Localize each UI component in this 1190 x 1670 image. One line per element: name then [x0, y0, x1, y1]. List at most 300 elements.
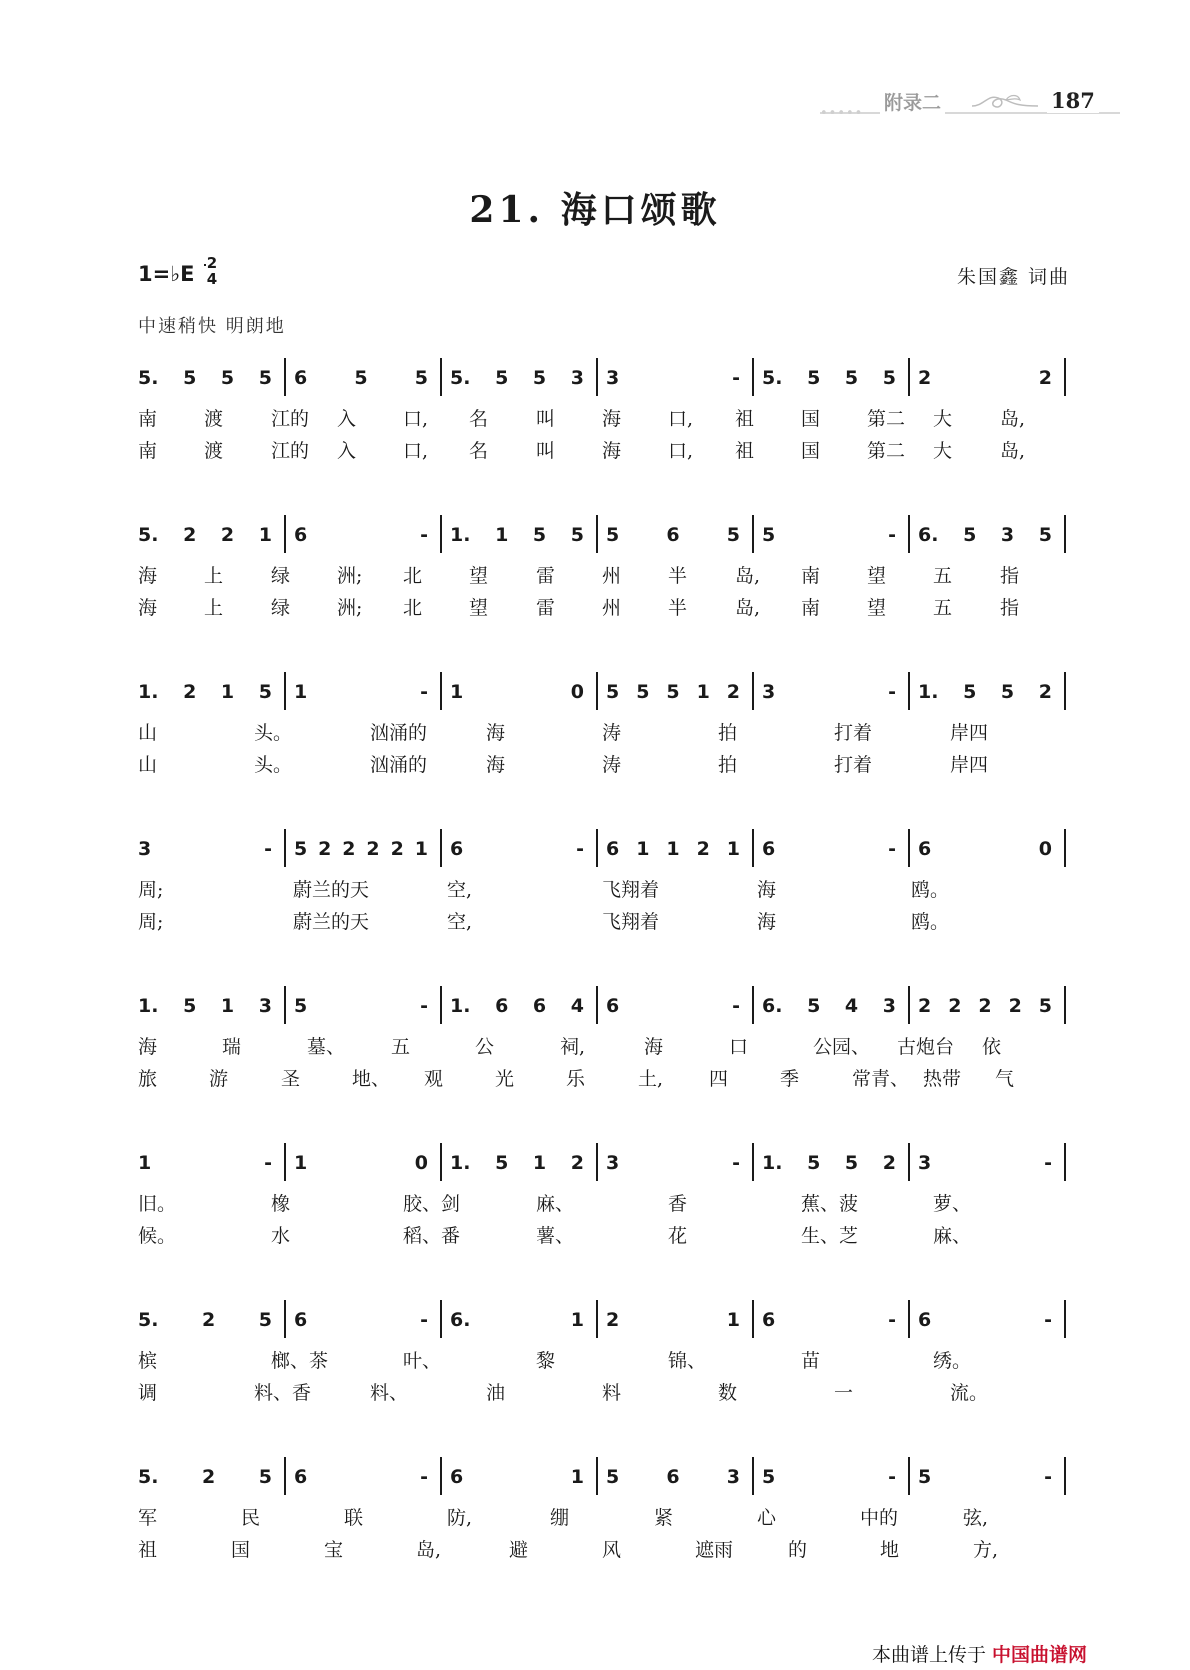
note: 6.: [918, 524, 939, 546]
lyric-word: 岛,: [416, 1539, 442, 1561]
lyric-word: 蔚兰的天: [293, 911, 370, 933]
note: 2: [183, 524, 197, 546]
lyric-word: 南: [801, 597, 821, 619]
lyric-word: 乐: [566, 1068, 586, 1090]
note: 2: [1008, 995, 1022, 1017]
note: 5: [807, 1152, 821, 1174]
note: -: [888, 1309, 896, 1331]
score-row: [138, 821, 1078, 978]
lyric-line-2: [138, 436, 1078, 466]
note: 5.: [138, 1309, 159, 1331]
note: 6: [666, 1466, 680, 1488]
lyric-word: 拍: [718, 722, 738, 744]
lyric-word: 五: [391, 1036, 411, 1058]
note: 6: [666, 524, 680, 546]
lyric-line-2: [138, 1535, 1078, 1565]
measure: [762, 1449, 918, 1503]
note: 5.: [138, 367, 159, 389]
note: 6: [918, 1309, 932, 1331]
note: 6: [762, 1309, 776, 1331]
barline: [284, 515, 286, 553]
note: 5: [918, 1466, 932, 1488]
note: -: [420, 524, 428, 546]
note: 2: [918, 367, 932, 389]
note: 6.: [762, 995, 783, 1017]
note: 2: [342, 838, 356, 860]
note: 5: [532, 367, 547, 389]
barline: [440, 986, 442, 1024]
note: 1.: [450, 995, 471, 1017]
lyric-word: 岛,: [1000, 440, 1026, 462]
watermark: [872, 1640, 1087, 1667]
note: -: [1044, 1466, 1052, 1488]
note: 6: [762, 838, 776, 860]
note: 1: [666, 838, 680, 860]
note: 5: [844, 1152, 859, 1174]
lyric-word: 麻、: [933, 1225, 972, 1247]
lyric-word: 料、: [370, 1382, 409, 1404]
lyric-line-1: [138, 1189, 1078, 1219]
watermark-text: 本曲谱上传于: [872, 1644, 987, 1666]
lyric-word: 国: [801, 408, 821, 430]
note: 3: [606, 367, 620, 389]
lyric-word: 瑞: [222, 1036, 242, 1058]
measure: [138, 978, 294, 1032]
lyric-word: 季: [780, 1068, 800, 1090]
barline: [596, 515, 598, 553]
measure: [294, 664, 450, 718]
measure: [450, 978, 606, 1032]
measure: [918, 1135, 1074, 1189]
barline: [1064, 358, 1066, 396]
note: 6: [918, 838, 932, 860]
lyric-word: 四: [709, 1068, 729, 1090]
note: 5: [495, 367, 509, 389]
measure: [918, 1292, 1074, 1346]
measure: [294, 821, 450, 875]
lyric-word: 国: [801, 440, 821, 462]
note: 5: [762, 1466, 776, 1488]
note: -: [420, 1466, 428, 1488]
barline: [1064, 515, 1066, 553]
lyric-word: 口,: [668, 440, 694, 462]
note: 5: [606, 1466, 620, 1488]
lyric-word: 州: [602, 565, 622, 587]
note: 5: [963, 524, 977, 546]
lyric-word: 橡: [271, 1193, 291, 1215]
note: 1: [450, 681, 464, 703]
note: 2: [201, 1466, 216, 1488]
lyric-word: 上: [204, 565, 224, 587]
lyric-word: 拍: [718, 754, 738, 776]
page-number: 187: [1047, 88, 1099, 113]
note: 1: [636, 838, 650, 860]
note: 5: [807, 995, 821, 1017]
lyric-word: 第二: [867, 440, 906, 462]
lyric-word: 流。: [950, 1382, 989, 1404]
measure: [294, 507, 450, 561]
measure: [294, 978, 450, 1032]
barline: [908, 358, 910, 396]
barline: [440, 1300, 442, 1338]
note: 6: [495, 995, 509, 1017]
barline: [440, 1143, 442, 1181]
note: 5: [183, 995, 197, 1017]
barline: [440, 515, 442, 553]
note: 6: [532, 995, 547, 1017]
measure: [762, 507, 918, 561]
lyric-word: 避: [509, 1539, 529, 1561]
measure: [450, 1449, 606, 1503]
note: 2: [183, 681, 197, 703]
measure: [918, 507, 1074, 561]
lyric-word: 第二: [867, 408, 906, 430]
note: 1: [294, 1152, 308, 1174]
lyric-word: 岛,: [1000, 408, 1026, 430]
measure: [762, 1135, 918, 1189]
lyric-word: 联: [344, 1507, 364, 1529]
note: 5: [294, 838, 308, 860]
note: 2: [882, 1152, 896, 1174]
lyric-word: 望: [469, 565, 489, 587]
note: 5.: [138, 1466, 159, 1488]
barline: [752, 672, 754, 710]
lyric-word: 游: [209, 1068, 229, 1090]
note: 1.: [450, 1152, 471, 1174]
note: 5: [1000, 681, 1015, 703]
barline: [284, 829, 286, 867]
note: 1.: [918, 681, 939, 703]
lyric-word: 江的: [271, 440, 310, 462]
barline: [284, 1457, 286, 1495]
lyric-word: 大: [933, 408, 953, 430]
notes-line: [138, 1135, 1078, 1189]
note: 4: [570, 995, 584, 1017]
note: 2: [696, 838, 710, 860]
lyric-word: 指: [1000, 597, 1020, 619]
lyric-word: 弦,: [963, 1507, 989, 1529]
header-section-label: 附录二: [880, 88, 945, 115]
note: 2: [390, 838, 404, 860]
watermark-brand: 中国曲谱网: [992, 1644, 1088, 1666]
note: 2: [1038, 367, 1052, 389]
lyric-word: 岛,: [735, 565, 761, 587]
barline: [596, 1300, 598, 1338]
barline: [752, 1143, 754, 1181]
measure: [450, 664, 606, 718]
note: -: [1044, 1309, 1052, 1331]
note: 5: [414, 367, 428, 389]
lyric-word: 方,: [973, 1539, 999, 1561]
barline: [596, 986, 598, 1024]
note: 2: [570, 1152, 584, 1174]
notes-line: [138, 1292, 1078, 1346]
note: 5: [294, 995, 308, 1017]
lyric-word: 指: [1000, 565, 1020, 587]
lyric-word: 空,: [447, 911, 473, 933]
note: 1: [495, 524, 509, 546]
lyric-word: 望: [867, 597, 887, 619]
measure: [294, 1292, 450, 1346]
lyric-word: 军: [138, 1507, 158, 1529]
header-ornament-icon: [970, 90, 1040, 114]
note: 5.: [450, 367, 471, 389]
lyric-word: 雷: [536, 565, 556, 587]
lyric-word: 南: [138, 440, 158, 462]
note: 0: [414, 1152, 428, 1174]
lyric-word: 海: [757, 911, 777, 933]
barline: [284, 672, 286, 710]
note: 6: [606, 838, 620, 860]
score-row: [138, 978, 1078, 1135]
note: 5: [636, 681, 650, 703]
note: 1: [220, 995, 235, 1017]
lyric-word: 槟: [138, 1350, 158, 1372]
lyric-line-2: [138, 1378, 1078, 1408]
note: 3: [570, 367, 584, 389]
measure: [918, 1449, 1074, 1503]
barline: [908, 515, 910, 553]
lyric-word: 名: [469, 408, 489, 430]
lyric-word: 周;: [138, 879, 164, 901]
measure: [450, 507, 606, 561]
lyric-word: 绣。: [933, 1350, 972, 1372]
lyric-word: 萝、: [933, 1193, 972, 1215]
lyric-word: 口,: [668, 408, 694, 430]
lyric-word: 榔、茶: [271, 1350, 329, 1372]
note: 5: [495, 1152, 509, 1174]
lyric-word: 头。: [254, 754, 293, 776]
lyric-word: 打着: [834, 722, 873, 744]
lyric-word: 绷: [550, 1507, 570, 1529]
note: -: [888, 838, 896, 860]
lyric-line-2: [138, 1064, 1078, 1094]
note: 1.: [450, 524, 471, 546]
measure: [450, 1292, 606, 1346]
barline: [752, 986, 754, 1024]
lyric-word: 的: [788, 1539, 808, 1561]
lyric-word: 飞翔着: [602, 911, 660, 933]
lyric-word: 上: [204, 597, 224, 619]
note: 2: [366, 838, 380, 860]
note: -: [1044, 1152, 1052, 1174]
lyric-word: 海: [138, 597, 158, 619]
lyric-word: 国: [231, 1539, 251, 1561]
lyric-word: 水: [271, 1225, 291, 1247]
lyric-word: 蕉、菠: [801, 1193, 859, 1215]
score-row: [138, 1449, 1078, 1606]
score-row: [138, 1135, 1078, 1292]
note: -: [888, 681, 896, 703]
lyric-word: 江的: [271, 408, 310, 430]
note: -: [264, 838, 272, 860]
barline: [1064, 672, 1066, 710]
lyric-word: 气: [995, 1068, 1015, 1090]
lyric-word: 土,: [638, 1068, 664, 1090]
note: 1: [570, 1466, 584, 1488]
barline: [752, 358, 754, 396]
note: -: [888, 1466, 896, 1488]
time-signature: [204, 255, 220, 287]
lyric-word: 观: [424, 1068, 444, 1090]
lyric-word: 地、: [352, 1068, 391, 1090]
lyric-word: 圣: [281, 1068, 301, 1090]
time-signature-bottom: 4: [206, 270, 218, 288]
note: 3: [726, 1466, 740, 1488]
barline: [752, 515, 754, 553]
barline: [1064, 1457, 1066, 1495]
measure: [606, 1292, 762, 1346]
lyric-word: 海: [138, 1036, 158, 1058]
lyric-word: 紧: [654, 1507, 674, 1529]
notes-line: [138, 664, 1078, 718]
note: 1: [726, 838, 740, 860]
page-header: [820, 88, 1120, 121]
lyric-word: 民: [241, 1507, 261, 1529]
note: 2: [318, 838, 332, 860]
barline: [440, 829, 442, 867]
lyric-word: 山: [138, 754, 158, 776]
lyric-word: 黎: [536, 1350, 556, 1372]
lyric-line-1: [138, 1503, 1078, 1533]
lyric-word: 飞翔着: [602, 879, 660, 901]
measure: [138, 664, 294, 718]
note: 5: [258, 1466, 272, 1488]
barline: [596, 672, 598, 710]
measure: [138, 350, 294, 404]
note: 6: [606, 995, 620, 1017]
barline: [1064, 829, 1066, 867]
note: 5: [807, 367, 821, 389]
note: 5: [882, 367, 896, 389]
note: 1.: [138, 995, 159, 1017]
note: -: [420, 995, 428, 1017]
note: 2: [918, 995, 932, 1017]
lyric-word: 口,: [403, 408, 429, 430]
note: 1: [532, 1152, 547, 1174]
lyric-line-1: [138, 1032, 1078, 1062]
note: 5: [606, 524, 620, 546]
note: 1: [138, 1152, 152, 1174]
song-title: 21. 海口颂歌: [469, 189, 721, 231]
measure: [138, 1449, 294, 1503]
lyric-word: 数: [718, 1382, 738, 1404]
lyric-word: 海: [757, 879, 777, 901]
lyric-word: 蔚兰的天: [293, 879, 370, 901]
note: 5: [726, 524, 740, 546]
lyric-line-2: [138, 750, 1078, 780]
measure: [606, 507, 762, 561]
lyric-line-2: [138, 593, 1078, 623]
score-row: [138, 507, 1078, 664]
lyric-word: 锦、: [668, 1350, 707, 1372]
barline: [596, 829, 598, 867]
measure: [762, 664, 918, 718]
notes-line: [138, 1449, 1078, 1503]
barline: [596, 358, 598, 396]
note: 1: [294, 681, 308, 703]
lyric-word: 大: [933, 440, 953, 462]
lyric-word: 候。: [138, 1225, 177, 1247]
note: 2: [726, 681, 740, 703]
lyric-word: 洲;: [337, 565, 363, 587]
note: 1: [570, 1309, 584, 1331]
lyric-word: 半: [668, 565, 688, 587]
barline: [440, 358, 442, 396]
key-signature: 1=♭E: [138, 262, 195, 286]
note: 1: [220, 681, 235, 703]
lyric-line-1: [138, 875, 1078, 905]
note: -: [264, 1152, 272, 1174]
lyric-word: 望: [867, 565, 887, 587]
notes-line: [138, 978, 1078, 1032]
barline: [908, 829, 910, 867]
barline: [284, 1300, 286, 1338]
lyric-word: 依: [982, 1036, 1002, 1058]
lyric-word: 海: [602, 440, 622, 462]
lyric-word: 祖: [735, 408, 755, 430]
note: -: [888, 524, 896, 546]
note: 1.: [138, 681, 159, 703]
note: 6.: [450, 1309, 471, 1331]
lyric-word: 岸四: [950, 722, 989, 744]
lyric-word: 入: [337, 408, 357, 430]
lyric-word: 苗: [801, 1350, 821, 1372]
lyric-word: 海: [486, 722, 506, 744]
measure: [606, 1135, 762, 1189]
note: 3: [918, 1152, 932, 1174]
notes-line: [138, 821, 1078, 875]
barline: [596, 1457, 598, 1495]
lyric-word: 望: [469, 597, 489, 619]
lyric-word: 地: [880, 1539, 900, 1561]
measure: [762, 821, 918, 875]
note: 5: [844, 367, 859, 389]
lyric-word: 祠,: [560, 1036, 586, 1058]
lyric-word: 心: [757, 1507, 777, 1529]
measure: [450, 821, 606, 875]
barline: [1064, 1143, 1066, 1181]
lyric-word: 海: [602, 408, 622, 430]
note: -: [420, 1309, 428, 1331]
measure: [138, 821, 294, 875]
lyric-word: 香: [668, 1193, 688, 1215]
measure: [918, 978, 1074, 1032]
lyric-line-1: [138, 404, 1078, 434]
lyric-line-1: [138, 561, 1078, 591]
note: -: [732, 367, 740, 389]
lyric-word: 常青、: [852, 1068, 910, 1090]
barline: [752, 1457, 754, 1495]
note: 5.: [762, 367, 783, 389]
barline: [284, 986, 286, 1024]
measure: [762, 1292, 918, 1346]
lyric-word: 古炮台: [897, 1036, 955, 1058]
measure: [606, 978, 762, 1032]
score-row: [138, 664, 1078, 821]
lyric-word: 打着: [834, 754, 873, 776]
lyric-word: 半: [668, 597, 688, 619]
lyric-word: 公: [475, 1036, 495, 1058]
lyric-word: 南: [138, 408, 158, 430]
barline: [908, 1300, 910, 1338]
lyric-word: 宝: [324, 1539, 344, 1561]
note: 5: [258, 367, 272, 389]
lyric-word: 叫: [536, 408, 556, 430]
measure: [138, 1292, 294, 1346]
note: 3: [258, 995, 272, 1017]
lyric-word: 州: [602, 597, 622, 619]
